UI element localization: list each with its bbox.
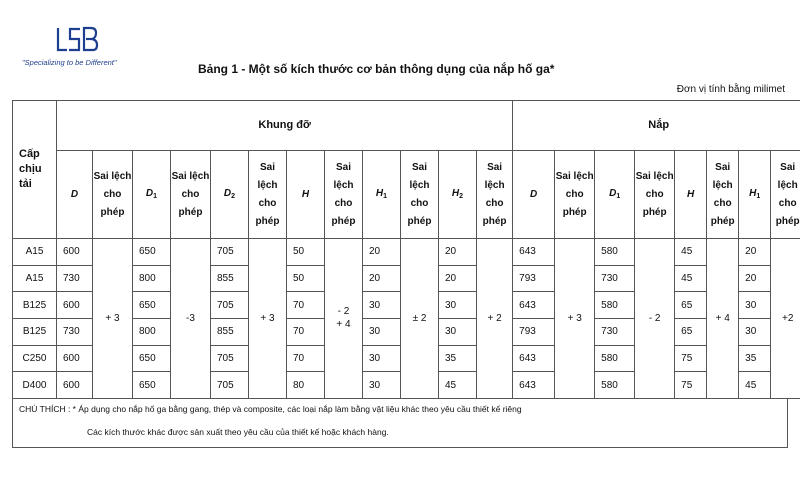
- cover-value-cell: 65: [675, 292, 707, 319]
- cover-value-cell: 45: [739, 372, 771, 399]
- cover-value-cell: 45: [675, 239, 707, 266]
- load-class-cell: B125: [13, 292, 57, 319]
- frame-value-cell: 30: [439, 292, 477, 319]
- dimension-table: [12, 100, 800, 399]
- frame-value-cell: 600: [57, 372, 93, 399]
- frame-value-cell: 730: [57, 318, 93, 345]
- frame-dim-header: [287, 151, 325, 239]
- frame-value-cell: 730: [57, 265, 93, 292]
- frame-value-cell: 650: [133, 292, 171, 319]
- table-row: [13, 239, 800, 266]
- frame-value-cell: 705: [211, 372, 249, 399]
- cover-value-cell: 75: [675, 372, 707, 399]
- frame-tolerance-header: Sai lệch cho phép: [325, 151, 363, 239]
- load-class-header: Cấp chịu tải: [13, 101, 57, 239]
- frame-tolerance-cell: + 3: [249, 239, 287, 399]
- cover-group-header: Nắp: [513, 101, 800, 151]
- cover-dim-header: [675, 151, 707, 239]
- frame-value-cell: 855: [211, 265, 249, 292]
- frame-group-header: Khung đỡ: [57, 101, 513, 151]
- frame-value-cell: 30: [363, 318, 401, 345]
- cover-value-cell: 643: [513, 292, 555, 319]
- cover-tolerance-cell: - 2: [635, 239, 675, 399]
- frame-tolerance-header: Sai lệch cho phép: [477, 151, 513, 239]
- cover-value-cell: 580: [595, 239, 635, 266]
- frame-value-cell: 650: [133, 372, 171, 399]
- frame-value-cell: 70: [287, 292, 325, 319]
- cover-value-cell: 65: [675, 318, 707, 345]
- cover-value-cell: 35: [739, 345, 771, 372]
- frame-dim-subscript: 1: [383, 192, 388, 200]
- frame-tolerance-header: Sai lệch cho phép: [93, 151, 133, 239]
- frame-tolerance-cell: + 3: [93, 239, 133, 399]
- frame-dim-header: [133, 151, 171, 239]
- group-header-row: [13, 101, 800, 151]
- frame-value-cell: 35: [439, 345, 477, 372]
- cover-tolerance-header: Sai lệch cho phép: [771, 151, 800, 239]
- note-line-2: Các kích thước khác được sản xuất theo yêu cầu của thiết kế hoặc khách hàng.: [87, 427, 389, 437]
- frame-dim-symbol: H: [301, 189, 310, 200]
- cover-value-cell: 580: [595, 345, 635, 372]
- frame-dim-subscript: 2: [459, 192, 464, 200]
- frame-tolerance-header: Sai lệch cho phép: [249, 151, 287, 239]
- cover-dim-subscript: 1: [756, 192, 761, 200]
- cover-dim-subscript: 1: [616, 192, 621, 200]
- frame-tolerance-header: Sai lệch cho phép: [171, 151, 211, 239]
- cover-value-cell: 643: [513, 345, 555, 372]
- frame-tolerance-cell: -3: [171, 239, 211, 399]
- cover-value-cell: 643: [513, 239, 555, 266]
- frame-value-cell: 20: [439, 239, 477, 266]
- cover-value-cell: 75: [675, 345, 707, 372]
- load-class-cell: D400: [13, 372, 57, 399]
- frame-value-cell: 50: [287, 265, 325, 292]
- cover-dim-symbol: H: [687, 189, 695, 200]
- frame-value-cell: 600: [57, 345, 93, 372]
- cover-dim-header: [739, 151, 771, 239]
- table-title: Bảng 1 - Một số kích thước cơ bản thông dụng của nắp hố ga*: [198, 62, 555, 76]
- cover-tolerance-header: Sai lệch cho phép: [555, 151, 595, 239]
- cover-value-cell: 20: [739, 239, 771, 266]
- frame-value-cell: 70: [287, 345, 325, 372]
- cover-tolerance-cell: + 4: [707, 239, 739, 399]
- cover-tolerance-cell: + 3: [555, 239, 595, 399]
- cover-value-cell: 730: [595, 318, 635, 345]
- unit-note: Đơn vị tính bằng milimet: [676, 84, 785, 95]
- cover-tolerance-cell: +2: [771, 239, 800, 399]
- frame-dim-subscript: 1: [153, 192, 158, 200]
- frame-value-cell: 20: [439, 265, 477, 292]
- load-class-cell: C250: [13, 345, 57, 372]
- frame-dim-subscript: 2: [231, 192, 236, 200]
- cover-value-cell: 20: [739, 265, 771, 292]
- load-class-cell: A15: [13, 265, 57, 292]
- frame-value-cell: 600: [57, 239, 93, 266]
- frame-dim-symbol: D: [70, 189, 79, 200]
- frame-dim-header: [439, 151, 477, 239]
- frame-value-cell: 30: [363, 345, 401, 372]
- cover-value-cell: 730: [595, 265, 635, 292]
- frame-value-cell: 800: [133, 265, 171, 292]
- frame-value-cell: 855: [211, 318, 249, 345]
- frame-value-cell: 30: [363, 372, 401, 399]
- cover-value-cell: 30: [739, 292, 771, 319]
- frame-value-cell: 20: [363, 239, 401, 266]
- note-line-1: CHÚ THÍCH : * Áp dụng cho nắp hố ga bằng gang, thép và composite, các loại nắp làm bằng vật liệu khác theo yêu cầu thiết kế riêng: [19, 404, 522, 414]
- frame-dim-symbol: D: [223, 187, 232, 199]
- cover-dim-header: [595, 151, 635, 239]
- cover-value-cell: 30: [739, 318, 771, 345]
- load-class-cell: A15: [13, 239, 57, 266]
- frame-tolerance-header: Sai lệch cho phép: [401, 151, 439, 239]
- logo-tagline: "Specializing to be Different": [22, 58, 117, 67]
- frame-value-cell: 600: [57, 292, 93, 319]
- cover-value-cell: 793: [513, 318, 555, 345]
- frame-dim-symbol: H: [375, 187, 384, 199]
- cover-value-cell: 45: [675, 265, 707, 292]
- frame-tolerance-cell: ± 2: [401, 239, 439, 399]
- cover-dim-symbol: D: [530, 189, 538, 200]
- frame-value-cell: 705: [211, 345, 249, 372]
- frame-value-cell: 800: [133, 318, 171, 345]
- frame-dim-symbol: H: [451, 187, 460, 199]
- frame-dim-header: [363, 151, 401, 239]
- frame-value-cell: 70: [287, 318, 325, 345]
- cover-tolerance-header: Sai lệch cho phép: [635, 151, 675, 239]
- frame-value-cell: 50: [287, 239, 325, 266]
- cover-dim-header: [513, 151, 555, 239]
- frame-value-cell: 650: [133, 239, 171, 266]
- frame-dim-header: [211, 151, 249, 239]
- load-class-cell: B125: [13, 318, 57, 345]
- cover-dim-symbol: H: [749, 187, 757, 199]
- frame-value-cell: 30: [439, 318, 477, 345]
- cover-tolerance-header: Sai lệch cho phép: [707, 151, 739, 239]
- frame-value-cell: 30: [363, 292, 401, 319]
- frame-tolerance-cell: - 2 + 4: [325, 239, 363, 399]
- company-logo: [55, 25, 99, 55]
- frame-value-cell: 650: [133, 345, 171, 372]
- cover-value-cell: 793: [513, 265, 555, 292]
- frame-dim-header: [57, 151, 93, 239]
- frame-value-cell: 20: [363, 265, 401, 292]
- frame-value-cell: 705: [211, 239, 249, 266]
- frame-dim-symbol: D: [145, 187, 154, 199]
- cover-value-cell: 643: [513, 372, 555, 399]
- frame-tolerance-cell: + 2: [477, 239, 513, 399]
- notes-box: [12, 398, 788, 448]
- dimension-header-row: [13, 151, 800, 239]
- cover-dim-symbol: D: [609, 187, 617, 199]
- cover-value-cell: 580: [595, 292, 635, 319]
- frame-value-cell: 45: [439, 372, 477, 399]
- frame-value-cell: 80: [287, 372, 325, 399]
- frame-value-cell: 705: [211, 292, 249, 319]
- cover-value-cell: 580: [595, 372, 635, 399]
